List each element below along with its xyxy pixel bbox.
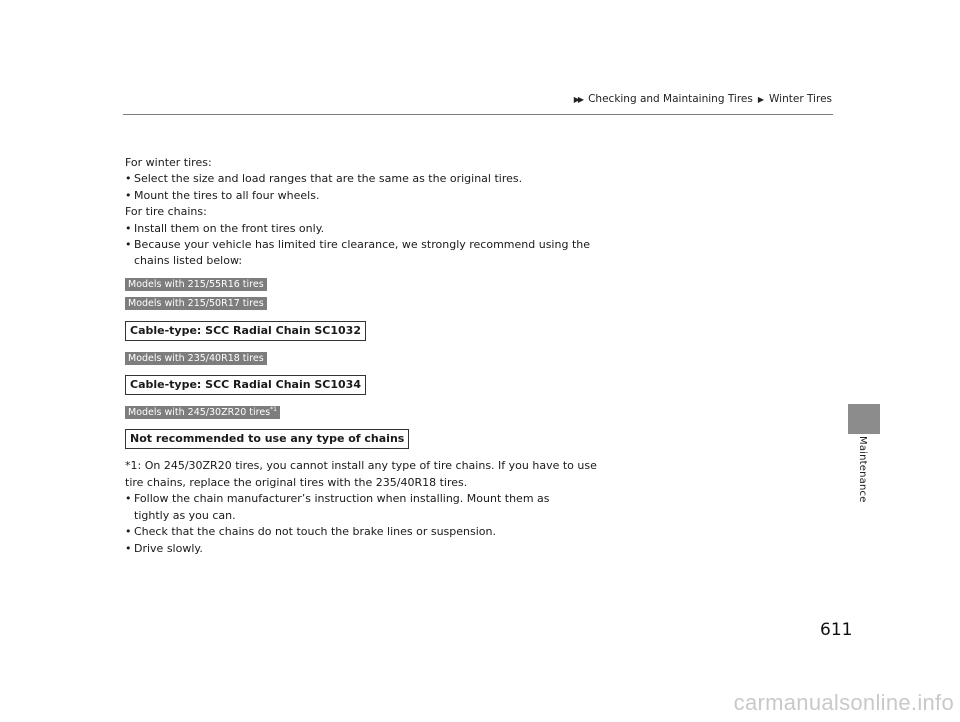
list-item-text: Mount the tires to all four wheels. [134,188,320,202]
chevron-right-icon: ▶ [757,94,765,104]
chain-spec-sc1032: Cable-type: SCC Radial Chain SC1032 [125,321,366,341]
list-item [125,171,565,187]
bullet-icon: • [125,492,132,506]
model-tag-235-40r18: Models with 235/40R18 tires [125,352,267,365]
list-item-text: Follow the chain manufacturer’s instruction when installing. Mount them as [134,492,550,506]
bullet-icon: • [125,238,132,252]
chain-spec-not-recommended: Not recommended to use any type of chains [125,429,409,449]
chains-intro: For tire chains: [125,205,207,219]
bullet-icon: • [125,525,132,539]
bullet-icon: • [125,172,132,186]
footnote-marker: *1 [270,405,277,413]
bullet-icon: • [125,221,132,235]
breadcrumb [574,93,832,105]
double-chevron-right-icon: ▶▶ [573,94,583,104]
list-item [125,524,565,540]
page-content [125,155,597,557]
header-divider [123,114,833,115]
list-item-continuation: chains listed below: [134,254,243,268]
model-tag-215-55r16: Models with 215/55R16 tires [125,278,267,291]
section-tab-marker [848,404,880,434]
breadcrumb-section[interactable]: Checking and Maintaining Tires [588,93,753,105]
list-item [125,541,565,557]
model-tag-text: Models with 245/30ZR20 tires [128,407,271,419]
list-item-text: Drive slowly. [134,541,203,555]
footnote-text: *1: On 245/30ZR20 tires, you cannot install any type of tire chains. If you have to use [125,459,597,473]
breadcrumb-subsection[interactable]: Winter Tires [769,93,832,105]
list-item [125,221,565,237]
model-tag-215-50r17: Models with 215/50R17 tires [125,297,267,310]
list-item [125,237,590,253]
section-tab-label: Maintenance [857,436,868,503]
bullet-icon: • [125,541,132,555]
chain-spec-sc1034: Cable-type: SCC Radial Chain SC1034 [125,375,366,395]
list-item-text: Check that the chains do not touch the brake lines or suspension. [134,525,496,539]
list-item-continuation: tightly as you can. [134,508,236,522]
footnote-text-continued: tire chains, replace the original tires with the 235/40R18 tires. [125,475,468,489]
model-tag-245-30zr20 [125,406,280,419]
winter-intro: For winter tires: [125,156,212,169]
list-item [125,188,565,204]
page-number: 611 [820,620,853,640]
list-item-text: Install them on the front tires only. [134,221,325,235]
bullet-icon: • [125,188,132,202]
watermark: carmanualsonline.info [733,690,954,715]
list-item-text: Select the size and load ranges that are the same as the original tires. [134,172,523,186]
list-item-text: Because your vehicle has limited tire clearance, we strongly recommend using the [134,238,590,252]
list-item [125,491,565,507]
